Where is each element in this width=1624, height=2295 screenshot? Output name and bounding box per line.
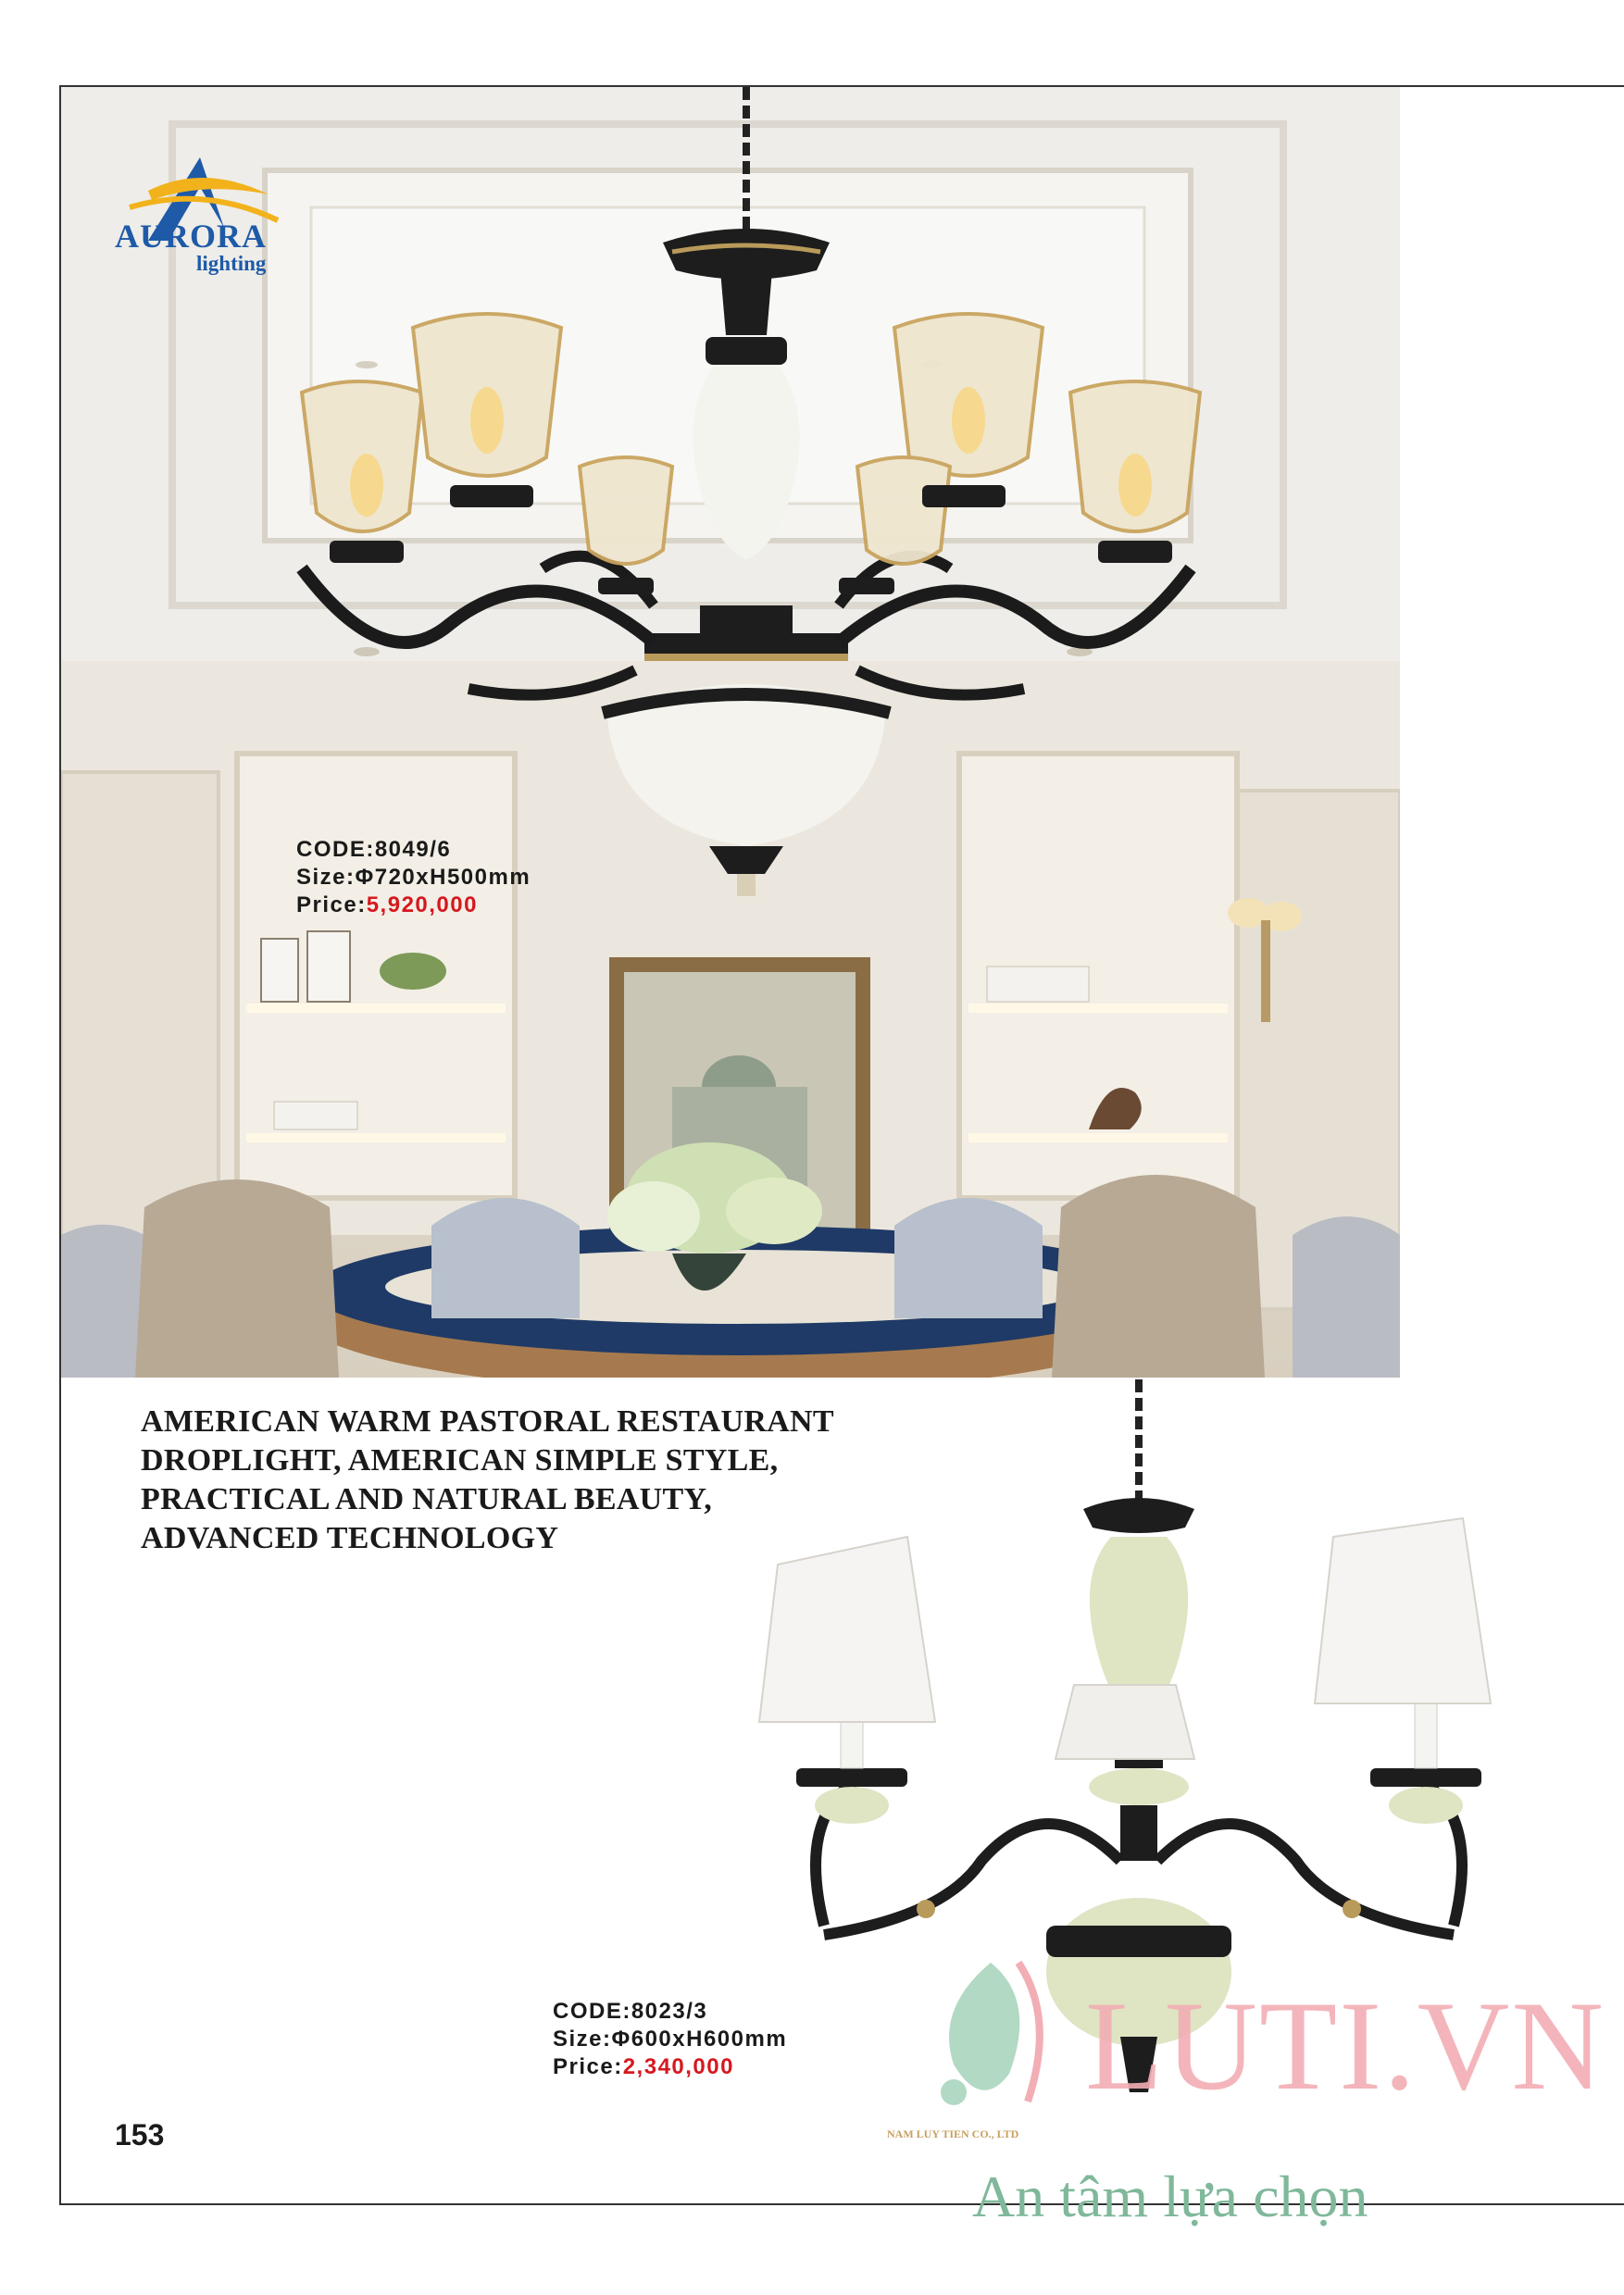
product-2-price-value: 2,340,000: [622, 2054, 734, 2079]
headline-line-1: AMERICAN WARM PASTORAL RESTAURANT: [141, 1404, 834, 1439]
product-2-specs: [553, 1998, 787, 2081]
product-2-size: Size:Φ600xH600mm: [553, 2027, 788, 2052]
brand-name: AURORA: [115, 218, 267, 255]
headline-line-4: ADVANCED TECHNOLOGY: [141, 1521, 559, 1555]
product-1-specs: [296, 836, 531, 919]
watermark-tagline: An tâm lựa chọn: [972, 2164, 1368, 2229]
product-1-price-label: Price:: [296, 892, 367, 917]
watermark-site: LUTI.VN: [1085, 1975, 1606, 2116]
product-2-price-label: Price:: [553, 2054, 623, 2079]
headline-line-3: PRACTICAL AND NATURAL BEAUTY,: [141, 1482, 713, 1516]
brand-subtitle: lighting: [196, 252, 267, 275]
watermark-company: NAM LUY TIEN CO., LTD: [887, 2127, 1019, 2140]
luti-leaf-logo-icon: [926, 1953, 1065, 2129]
product-1-code: CODE:8049/6: [296, 837, 452, 862]
product-2-code: CODE:8023/3: [553, 1999, 708, 2024]
product-1-size: Size:Φ720xH500mm: [296, 865, 531, 890]
product-2-price: [553, 2053, 787, 2081]
headline-line-2: DROPLIGHT, AMERICAN SIMPLE STYLE,: [141, 1443, 779, 1478]
product-1-price: [296, 892, 531, 919]
page-number: 153: [115, 2118, 165, 2152]
product-1-price-value: 5,920,000: [366, 892, 478, 917]
